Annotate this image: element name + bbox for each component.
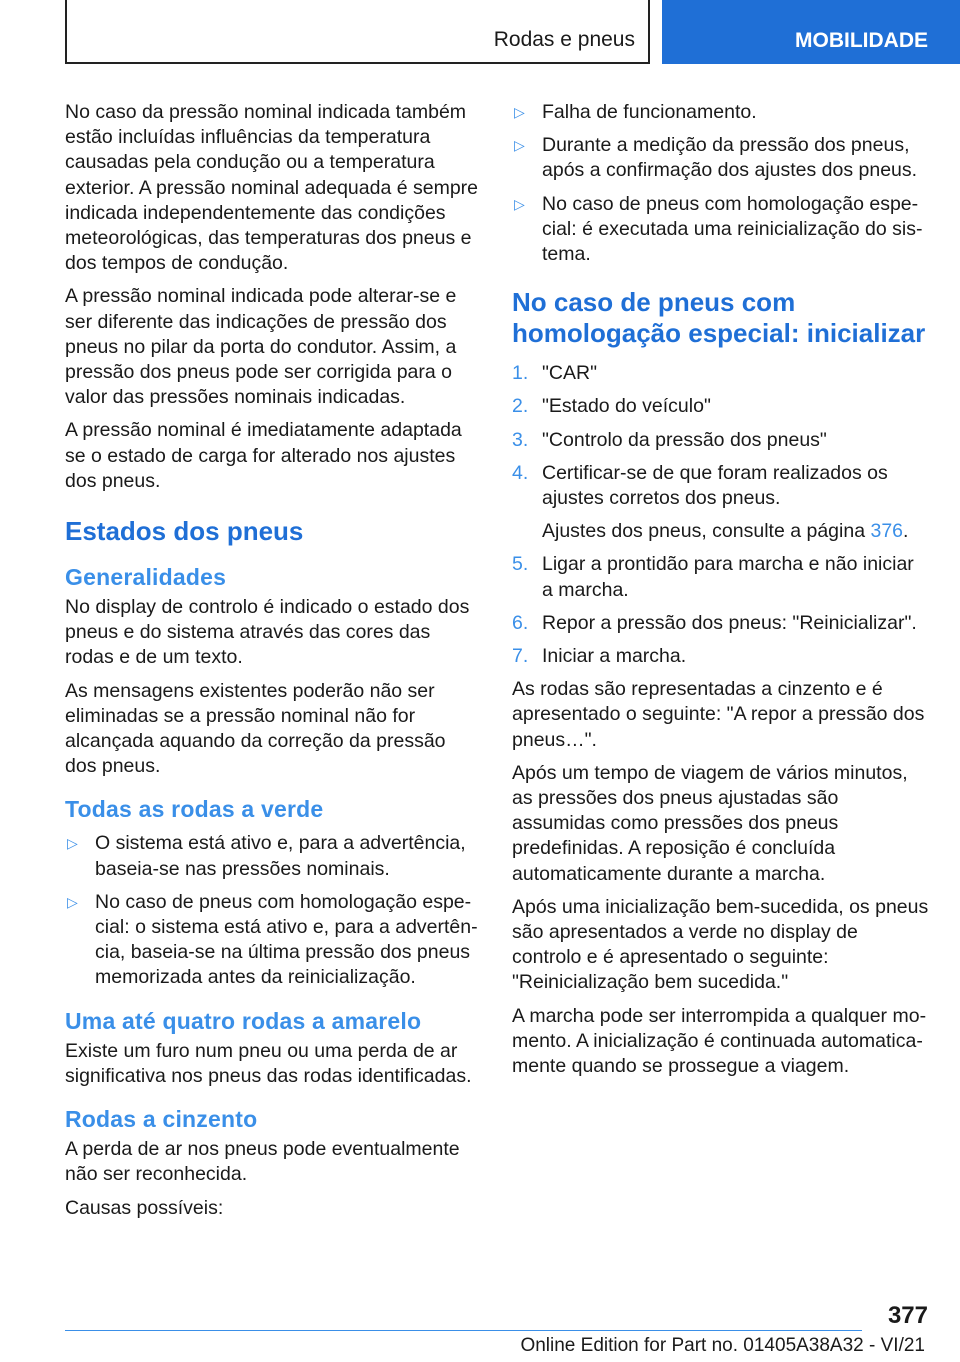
right-column xyxy=(512,100,930,1087)
list-item xyxy=(512,100,930,125)
heading-todas-as-rodas-a-verde: Todas as rodas a verde xyxy=(65,796,324,823)
list-item-text: Falha de funcionamento. xyxy=(542,101,757,123)
header-bottom-rule xyxy=(65,62,650,64)
step-item xyxy=(512,428,930,453)
paragraph: No caso da pressão nominal indicada também estão incluídas influências da temperatura causadas pela condução ou a temperatura exterior. A pressão nominal adequada é sempre indicada independentemente das condições meteorológicas, das temperaturas dos pneus e dos tempos de condução. xyxy=(65,101,479,275)
footer-edition-text: Online Edition for Part no. 01405A38A32 - VI/21 xyxy=(520,1335,925,1356)
list-item xyxy=(65,890,479,991)
heading-rodas-a-cinzento: Rodas a cinzento xyxy=(65,1106,258,1133)
paragraph: Causas possíveis: xyxy=(65,1196,224,1219)
chapter-tab-label: MOBILIDADE xyxy=(795,29,928,52)
step-item xyxy=(512,552,930,602)
header-left-rule xyxy=(65,0,67,64)
footer-rule xyxy=(65,1330,862,1331)
paragraph: As mensagens existentes poderão não ser eliminadas se a pressão nominal não for alcançada aquando da correção da pressão dos pneus. xyxy=(65,679,446,778)
step-item xyxy=(512,611,930,636)
step-note xyxy=(542,519,930,544)
step-note-text: Ajustes dos pneus, consulte a página xyxy=(542,520,871,543)
list-item-text: O sistema está ativo e, para a advertência, baseia-se nas pressões nominais. xyxy=(95,832,466,880)
step-text: Iniciar a marcha. xyxy=(542,645,687,668)
paragraph: Existe um furo num pneu ou uma perda de ar significativa nos pneus das rodas identificadas. xyxy=(65,1039,472,1087)
step-number: 3. xyxy=(512,428,529,451)
step-text: Repor a pressão dos pneus: "Reinicializar". xyxy=(542,611,917,634)
header-divider xyxy=(648,0,650,64)
step-text: Ligar a prontidão para marcha e não iniciar a marcha. xyxy=(542,553,914,601)
verde-bullet-list xyxy=(65,831,479,990)
steps-list xyxy=(512,361,930,669)
paragraph: A marcha pode ser interrompida a qualquer momento. A inicialização é continuada automaticamente quando se prossegue a viagem. xyxy=(512,1004,927,1078)
list-item-text: Durante a medição da pressão dos pneus, após a confirmação dos ajustes dos pneus. xyxy=(542,134,918,182)
chapter-tab[interactable] xyxy=(662,0,960,64)
paragraph: Após um tempo de viagem de vários minutos, as pressões dos pneus ajustadas são assumidas como pressões dos pneus predefinidas. A reposição é concluída automaticamente durante a marcha. xyxy=(512,761,908,885)
list-item-text: No caso de pneus com homologação especial: o sistema está ativo e, para a advertência, baseia-se na última pressão dos pneus memorizada antes da reinicialização. xyxy=(95,890,478,989)
triangle-bullet-icon: ▷ xyxy=(514,104,525,120)
step-note-suffix: . xyxy=(903,520,909,543)
paragraph: Após uma inicialização bem-sucedida, os pneus são apresentados a verde no display de controlo e é apresentado o seguinte: "Reinicialização bem sucedida." xyxy=(512,895,929,994)
paragraph: A pressão nominal é imediatamente adaptada se o estado de carga for alterado nos ajustes dos pneus. xyxy=(65,419,462,492)
triangle-bullet-icon: ▷ xyxy=(514,195,525,212)
step-number: 6. xyxy=(512,611,529,634)
causes-bullet-list xyxy=(512,100,930,267)
step-number: 1. xyxy=(512,362,529,385)
paragraph: A perda de ar nos pneus pode eventualmente não ser reconhecida. xyxy=(65,1138,460,1186)
heading-generalidades: Generalidades xyxy=(65,564,227,591)
triangle-bullet-icon: ▷ xyxy=(67,835,78,852)
heading-uma-ate-quatro-rodas-a-amarelo: Uma até quatro rodas a amarelo xyxy=(65,1007,422,1034)
page-number: 377 xyxy=(887,1302,928,1329)
paragraph: No display de controlo é indicado o estado dos pneus e do sistema através das cores das rodas e de um texto. xyxy=(65,596,470,669)
step-number: 7. xyxy=(512,645,529,668)
step-number: 4. xyxy=(512,461,529,484)
step-item xyxy=(512,394,930,419)
paragraph: A pressão nominal indicada pode alterar-se e ser diferente das indicações de pressão dos pneus no pilar da porta do condutor. Assim, a pressão dos pneus pode ser corrigida para o valor das pressões nominais indicadas. xyxy=(65,285,457,409)
header-section-title: Rodas e pneus xyxy=(493,28,635,51)
step-text: "CAR" xyxy=(542,362,598,385)
heading-inicializar: No caso de pneus com homologação especial: inicializar xyxy=(512,287,926,349)
step-text: "Controlo da pressão dos pneus" xyxy=(542,428,827,451)
list-item-text: No caso de pneus com homologação especial: é executada uma reinicialização do sistema. xyxy=(542,192,923,266)
page-reference-link[interactable]: 376 xyxy=(870,520,904,543)
step-number: 5. xyxy=(512,553,529,576)
heading-estados-dos-pneus: Estados dos pneus xyxy=(65,516,304,547)
list-item xyxy=(512,133,930,183)
step-text: "Estado do veículo" xyxy=(542,395,711,418)
step-text: Certificar-se de que foram realizados os ajustes corretos dos pneus. xyxy=(542,461,888,510)
list-item xyxy=(65,831,479,881)
triangle-bullet-icon: ▷ xyxy=(67,893,78,910)
step-number: 2. xyxy=(512,395,529,418)
paragraph: As rodas são representadas a cinzento e é apresentado o seguinte: "A repor a pressão dos pneus…". xyxy=(512,678,925,751)
list-item xyxy=(512,192,930,268)
step-item xyxy=(512,361,930,386)
step-item xyxy=(512,644,930,669)
triangle-bullet-icon: ▷ xyxy=(514,137,525,154)
step-item xyxy=(512,461,930,545)
left-column xyxy=(65,100,479,1229)
